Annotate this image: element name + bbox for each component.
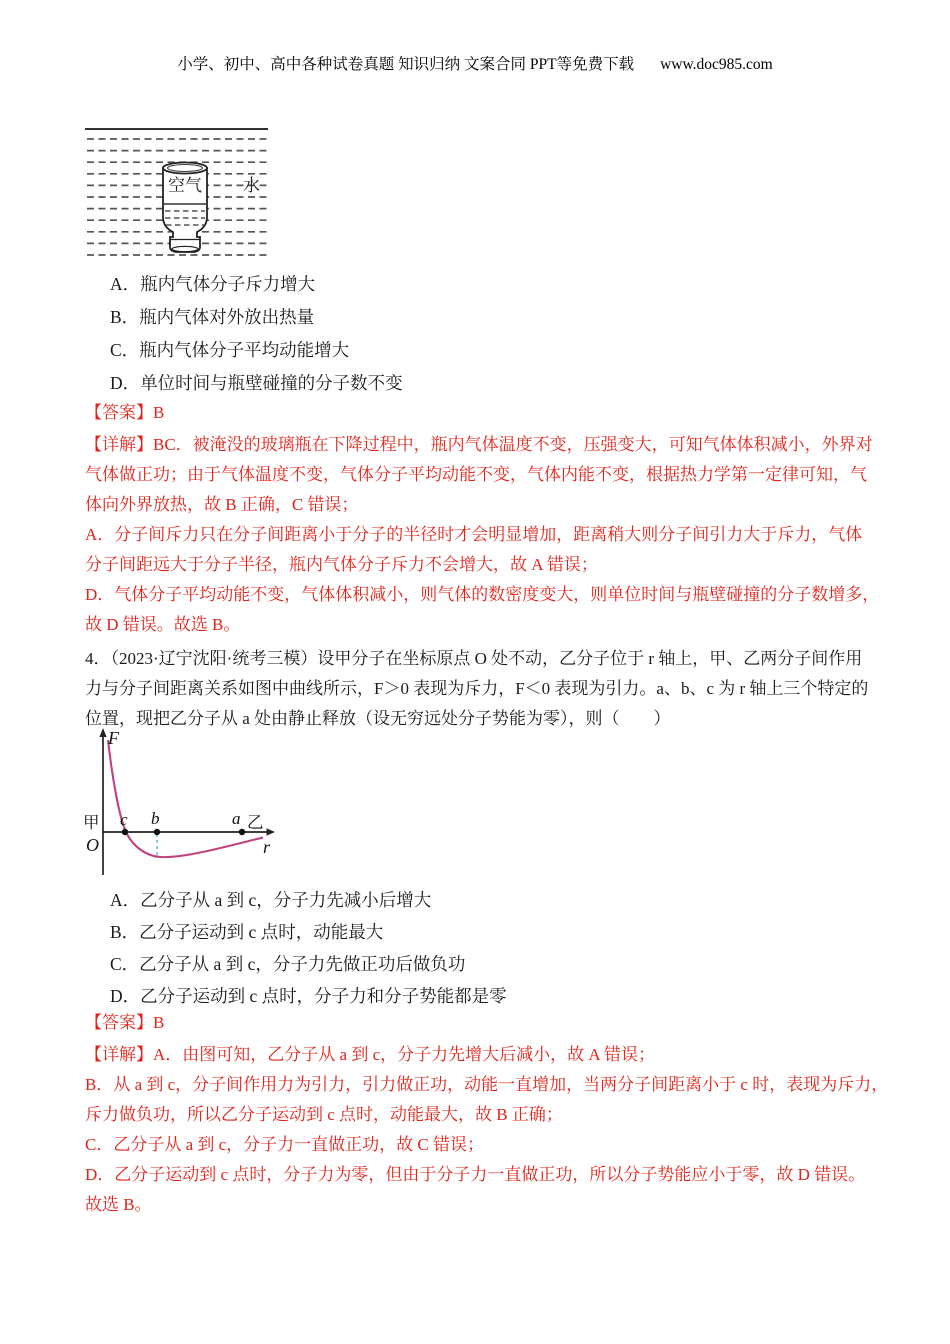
point-c-label: c: [120, 810, 128, 829]
q4-question-line: 位置，现把乙分子从 a 处由静止释放（设无穷远处分子势能为零），则（ ）: [85, 709, 671, 728]
f-axis-label: F: [108, 728, 119, 748]
x-axis-arrow: [267, 828, 276, 835]
q3-option-c: C．瓶内气体分子平均动能增大: [110, 340, 350, 360]
point-a-dot: [239, 829, 245, 835]
q3-expl-line: D．气体分子平均动能不变，气体体积减小，则气体的数密度变大，则单位时间与瓶壁碰撞的分子数增多，: [85, 585, 880, 604]
r-axis-label: r: [263, 837, 271, 857]
force-distance-graph: [75, 727, 290, 882]
q3-answer: 【答案】B: [85, 403, 165, 422]
q4-question: [85, 644, 868, 734]
bottle-in-water-figure: [85, 120, 271, 267]
q3-expl-line: 气体做正功；由于气体温度不变，气体分子平均动能不变，气体内能不变，根据热力学第一定律可知，气: [85, 465, 867, 484]
q3-option-d: D．单位时间与瓶壁碰撞的分子数不变: [110, 373, 403, 393]
q4-expl-line: B．从 a 到 c，分子间作用力为引力，引力做正功，动能一直增加，当两分子间距离小于 c 时，表现为斥力，: [85, 1075, 889, 1094]
q4-question-line: 力与分子间距离关系如图中曲线所示，F＞0 表现为斥力，F＜0 表现为引力。a、b、c 为 r 轴上三个特定的: [85, 679, 869, 698]
q4-answer: 【答案】B: [85, 1013, 165, 1032]
force-graph-svg: [75, 727, 290, 877]
origin-label: O: [86, 835, 99, 855]
molecule-jia-label: 甲: [83, 813, 100, 832]
y-axis-arrow: [99, 728, 106, 737]
header-url: www.doc985.com: [660, 56, 773, 73]
q4-expl-line: 斥力做负功，所以乙分子运动到 c 点时，动能最大，故 B 正确；: [85, 1105, 563, 1124]
q4-option-a: A．乙分子从 a 到 c，分子力先减小后增大: [110, 890, 432, 910]
molecule-yi-label: 乙: [247, 813, 264, 832]
q3-options: [110, 268, 403, 400]
q4-expl-line: 【详解】A．由图可知，乙分子从 a 到 c，分子力先增大后减小，故 A 错误；: [85, 1045, 655, 1064]
water-label: 水: [243, 176, 260, 195]
point-c-dot: [122, 829, 128, 835]
q3-expl-line: 【详解】BC．被淹没的玻璃瓶在下降过程中，瓶内气体温度不变，压强变大，可知气体体积减小，外界对: [85, 435, 873, 454]
q3-option-a: A．瓶内气体分子斥力增大: [110, 274, 316, 294]
point-a-label: a: [232, 809, 241, 828]
page-header: [0, 52, 950, 74]
q4-expl-line: C．乙分子从 a 到 c，分子力一直做正功，故 C 错误；: [85, 1135, 485, 1154]
q3-option-b: B．瓶内气体对外放出热量: [110, 307, 315, 327]
header-slogan: 小学、初中、高中各种试卷真题 知识归纳 文案合同 PPT等免费下载: [177, 56, 635, 73]
point-b-label: b: [151, 809, 160, 828]
q4-option-b: B．乙分子运动到 c 点时，动能最大: [110, 922, 384, 942]
q4-option-d: D．乙分子运动到 c 点时，分子力和分子势能都是零: [110, 986, 507, 1006]
q3-explanation: [85, 430, 879, 640]
force-curve: [108, 740, 263, 857]
q3-expl-line: 分子间距远大于分子半径，瓶内气体分子斥力不会增大，故 A 错误；: [85, 555, 598, 574]
q4-expl-line: D．乙分子运动到 c 点时，分子力为零，但由于分子力一直做正功，所以分子势能应小于零，故 D 错误。: [85, 1165, 866, 1184]
q4-option-c: C．乙分子从 a 到 c，分子力先做正功后做负功: [110, 954, 466, 974]
q3-expl-line: 体向外界放热，故 B 正确，C 错误；: [85, 495, 359, 514]
q4-question-line: 4．（2023·辽宁沈阳·统考三模）设甲分子在坐标原点 O 处不动，乙分子位于 r 轴上，甲、乙两分子间作用: [85, 649, 863, 668]
air-label: 空气: [168, 176, 202, 195]
q3-expl-line: A．分子间斥力只在分子间距离小于分子的半径时才会明显增加，距离稍大则分子间引力大于斥力，气体: [85, 525, 863, 544]
q4-explanation: [85, 1040, 888, 1220]
bottle-figure-svg: [85, 120, 271, 262]
point-b-dot: [154, 829, 160, 835]
q4-expl-line: 故选 B。: [85, 1195, 152, 1214]
q3-expl-line: 故 D 错误。故选 B。: [85, 615, 241, 634]
q4-options: [110, 884, 507, 1012]
